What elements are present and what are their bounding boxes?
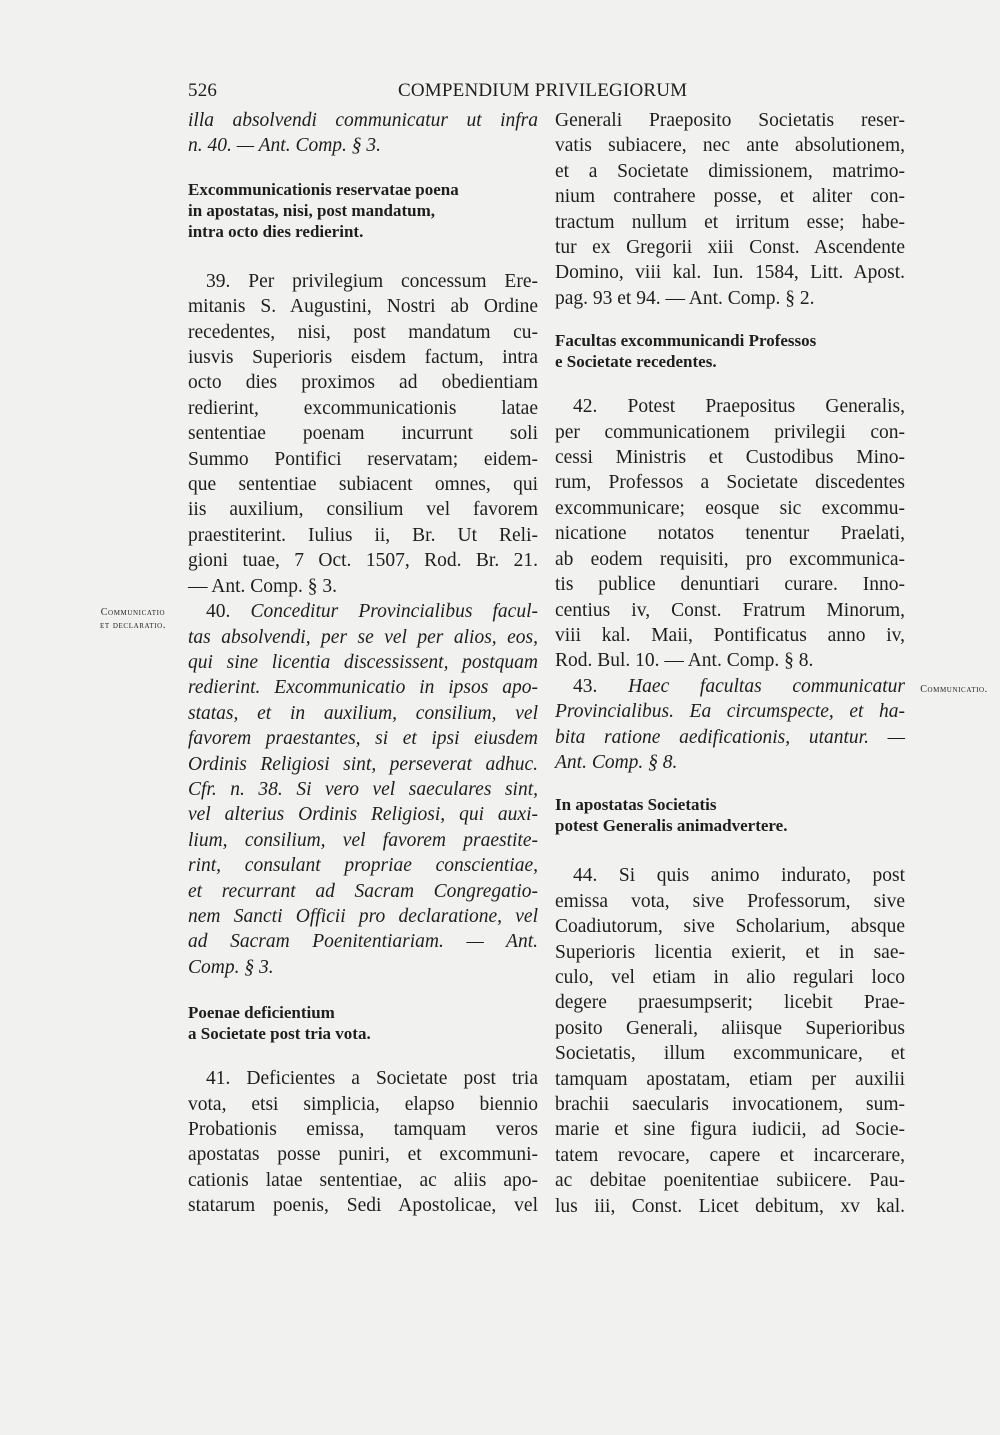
text-line: Coadiutorum, sive Scholarium, absque xyxy=(555,916,905,938)
text-line: vatis subiacere, nec ante absolutionem, xyxy=(555,135,905,157)
paragraph-number: 40. xyxy=(206,601,251,623)
section-heading: e Societate recedentes. xyxy=(555,352,717,372)
text-line: marie et sine figura iudicii, ad Socie- xyxy=(555,1119,905,1141)
text-line: Probationis emissa, tamquam veros xyxy=(188,1119,538,1140)
paragraph-43 xyxy=(555,674,905,776)
paragraph-41 xyxy=(188,1066,538,1218)
text-line: lium, consilium, vel favorem praestite- xyxy=(188,829,538,851)
text-line: statas, et in auxilium, consilium, vel xyxy=(188,702,538,724)
text-line: Ant. Comp. § 8. xyxy=(555,751,678,773)
section-heading: Poenae deficientium xyxy=(188,1003,335,1023)
text-line: rint, consulant propriae conscientiae, xyxy=(188,855,538,877)
margin-note-left-line1: Communicatio xyxy=(100,607,166,618)
paragraph-44 xyxy=(555,863,905,1219)
text-line xyxy=(555,674,905,699)
text-line: sententiae poenam incurrunt soli xyxy=(188,423,538,445)
section-heading: potest Generalis animadvertere. xyxy=(555,816,788,836)
text-line: et recurrant ad Sacram Congregatio- xyxy=(188,880,538,902)
text-line: centius iv, Const. Fratrum Minorum, xyxy=(555,599,905,621)
text-line: cationis latae sententiae, ac aliis apo- xyxy=(188,1169,538,1191)
section-heading: intra octo dies redierint. xyxy=(188,221,364,241)
text-line: Domino, viii kal. Iun. 1584, Litt. Apost. xyxy=(555,262,905,284)
paragraph-40 xyxy=(188,599,538,980)
continued-line: n. 40. — Ant. Comp. § 3. xyxy=(188,135,382,157)
text-line: 39. Per privilegium concessum Ere- xyxy=(206,270,538,292)
text-line: 44. Si quis animo indurato, post xyxy=(573,865,905,887)
text-line: Comp. § 3. xyxy=(188,956,274,978)
section-heading: In apostatas Societatis xyxy=(555,795,717,815)
text-line: per communicationem privilegii con- xyxy=(555,421,905,443)
text-line: Summo Pontifici reservatam; eidem- xyxy=(188,448,538,470)
text-line: excommunicare; eosque sic excommu- xyxy=(555,497,905,519)
text-line: Generali Praeposito Societatis reser- xyxy=(555,110,905,131)
text-line: brachii saecularis invocationem, sum- xyxy=(555,1094,905,1115)
paragraph-41-continued xyxy=(555,108,905,311)
text-line: — Ant. Comp. § 3. xyxy=(188,575,337,597)
section-heading: Facultas excommunicandi Professos xyxy=(555,331,817,351)
text-line: cessi Ministris et Custodibus Mino- xyxy=(555,447,905,469)
paragraph-39 xyxy=(188,269,538,599)
text-line: qui sine licentia discessissent, postquam xyxy=(188,651,538,673)
text-line: statarum poenis, Sedi Apostolicae, vel xyxy=(188,1195,538,1217)
section-heading: Excommunicationis reservatae poena xyxy=(188,179,459,199)
text-line: nium contrahere posse, et aliter con- xyxy=(555,186,905,208)
text-line: tractum nullum et irritum esse; habe- xyxy=(555,211,905,233)
text-line: rum, Professos a Societate discedentes xyxy=(555,472,905,494)
text-line: iusvis Superioris eisdem factum, intra xyxy=(188,347,538,369)
running-title: COMPENDIUM PRIVILEGIORUM xyxy=(398,80,688,101)
text-line: nicatione notatos tenentur Praelati, xyxy=(555,523,905,545)
text-line: tatem revocare, capere et incarcerare, xyxy=(555,1144,905,1166)
text-line: 41. Deficientes a Societate post tria xyxy=(206,1068,538,1090)
text-line: lus iii, Const. Licet debitum, xv kal. xyxy=(555,1195,905,1217)
text-line: Superioris licentia exierit, et in sae- xyxy=(555,941,905,963)
text-line: ac debitae poenitentiae subiicere. Pau- xyxy=(555,1170,905,1192)
text-line: emissa vota, sive Professorum, sive xyxy=(555,890,905,912)
margin-note-left-line2: et declaratio. xyxy=(100,620,166,631)
text-line: que sententiae subiacent omnes, qui xyxy=(188,474,538,496)
text-line: mitanis S. Augustini, Nostri ab Ordine xyxy=(188,296,538,318)
text-line-italic: Haec facultas communicatur xyxy=(628,675,906,697)
text-line xyxy=(188,599,538,624)
paragraph-42 xyxy=(555,394,905,673)
text-line: tas absolvendi, per se vel per alios, eos, xyxy=(188,626,538,648)
text-line: Rod. Bul. 10. — Ant. Comp. § 8. xyxy=(555,650,814,672)
text-line: ab eodem requisiti, pro excommunica- xyxy=(555,548,905,570)
text-line: favorem praestantes, si et ipsi eiusdem xyxy=(188,728,538,750)
text-line: tur ex Gregorii xiii Const. Ascendente xyxy=(555,237,905,259)
text-line: bita ratione aedificationis, utantur. — xyxy=(555,726,905,748)
text-line: tamquam apostatam, etiam per auxilii xyxy=(555,1068,905,1090)
left-column xyxy=(188,108,538,1219)
text-line: nem Sancti Officii pro declaratione, vel xyxy=(188,905,538,927)
text-line: iis auxilium, consilium vel favorem xyxy=(188,499,538,521)
text-line: gioni tuae, 7 Oct. 1507, Rod. Br. 21. xyxy=(188,550,538,572)
text-line: redierint, excommunicationis latae xyxy=(188,397,538,419)
text-line: octo dies proximos ad obedientiam xyxy=(188,372,538,394)
text-line: culo, vel etiam in alio regulari loco xyxy=(555,966,905,988)
text-line: redierint. Excommunicatio in ipsos apo- xyxy=(188,677,538,699)
text-line: degere praesumpserit; licebit Prae- xyxy=(555,992,905,1014)
text-line: Societatis, illum excommunicare, et xyxy=(555,1043,905,1065)
text-line: apostatas posse puniri, et excommuni- xyxy=(188,1144,538,1166)
text-line: Cfr. n. 38. Si vero vel saeculares sint, xyxy=(188,778,538,800)
right-column xyxy=(555,108,905,1219)
section-heading: a Societate post tria vota. xyxy=(188,1024,371,1044)
text-line: praestiterint. Iulius ii, Br. Ut Reli- xyxy=(188,524,538,546)
text-line: vel alterius Ordinis Religiosi, qui auxi- xyxy=(188,804,538,826)
text-line: viii kal. Maii, Pontificatus anno iv, xyxy=(555,624,905,646)
section-heading: in apostatas, nisi, post mandatum, xyxy=(188,200,436,220)
text-line: Provincialibus. Ea circumspecte, et ha- xyxy=(555,701,905,723)
text-line: recedentes, nisi, post mandatum cu- xyxy=(188,321,538,343)
continued-line: illa absolvendi communicatur ut infra xyxy=(188,110,538,131)
text-line: ad Sacram Poenitentiariam. — Ant. xyxy=(188,931,538,953)
text-line: posito Generali, aliisque Superioribus xyxy=(555,1017,905,1039)
text-line: et a Societate dimissionem, matrimo- xyxy=(555,160,905,182)
text-line: Ordinis Religiosi sint, perseverat adhuc. xyxy=(188,753,538,775)
text-line: 42. Potest Praepositus Generalis, xyxy=(573,396,905,418)
margin-note-right: Communicatio. xyxy=(920,684,988,695)
margin-note-left xyxy=(78,606,188,632)
text-line: vota, etsi simplicia, elapso biennio xyxy=(188,1093,538,1115)
text-line: pag. 93 et 94. — Ant. Comp. § 2. xyxy=(555,287,815,309)
text-line-italic: Conceditur Provincialibus facul- xyxy=(250,601,539,623)
paragraph-number: 43. xyxy=(573,675,629,697)
text-line: tis publice denuntiari curare. Inno- xyxy=(555,574,905,596)
page-number: 526 xyxy=(188,80,218,101)
